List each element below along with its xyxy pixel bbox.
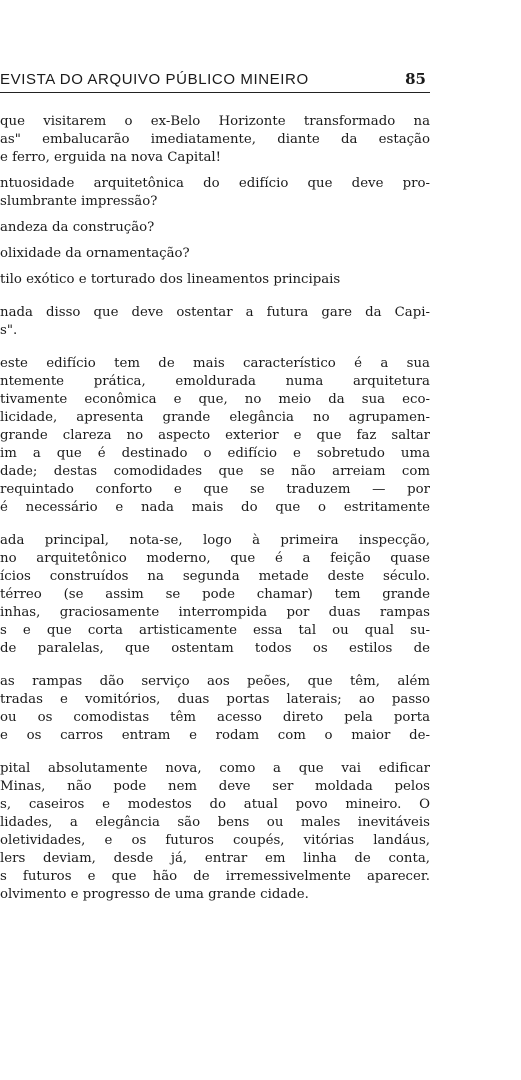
- text-line: andeza da construção?: [0, 220, 155, 235]
- paragraph: [0, 304, 430, 340]
- text-line: inhas, graciosamente interrompida por duas rampas: [0, 605, 430, 620]
- paragraph: [0, 532, 430, 658]
- text-line: este edifício tem de mais característico é a sua: [0, 356, 430, 371]
- text-line: olvimento e progresso de uma grande cidade.: [0, 887, 309, 902]
- text-line: ntemente prática, emoldurada numa arquitetura: [0, 374, 430, 389]
- text-line: dade; destas comodidades que se não arreiam com: [0, 464, 430, 479]
- text-line: pital absolutamente nova, como a que vai edificar: [0, 761, 430, 776]
- text-line: ou os comodistas têm acesso direto pela porta: [0, 710, 430, 725]
- paragraph: [0, 355, 430, 517]
- text-line: lidades, a elegância são bens ou males inevitáveis: [0, 815, 430, 830]
- text-line: Minas, não pode nem deve ser moldada pelos: [0, 779, 430, 794]
- paragraph: [0, 175, 430, 211]
- text-line: no arquitetônico moderno, que é a feição quase: [0, 551, 430, 566]
- text-line: nada disso que deve ostentar a futura gare da Capi-: [0, 305, 430, 320]
- text-line: e ferro, erguida na nova Capital!: [0, 150, 221, 165]
- paragraph: [0, 760, 430, 904]
- running-header: [0, 70, 430, 93]
- text-line: ada principal, nota-se, logo à primeira inspecção,: [0, 533, 430, 548]
- text-line: lers deviam, desde já, entrar em linha de conta,: [0, 851, 430, 866]
- text-line: licidade, apresenta grande elegância no agrupamen-: [0, 410, 430, 425]
- text-line: que visitarem o ex-Belo Horizonte transformado na: [0, 114, 430, 129]
- text-line: s".: [0, 323, 18, 338]
- text-line: ntuosidade arquitetônica do edifício que deve pro-: [0, 176, 430, 191]
- paragraph: [0, 219, 430, 237]
- text-line: grande clareza no aspecto exterior e que faz saltar: [0, 428, 430, 443]
- text-line: olixidade da ornamentação?: [0, 246, 190, 261]
- text-line: de paralelas, que ostentam todos os estilos de: [0, 641, 430, 656]
- text-line: tilo exótico e torturado dos lineamentos principais: [0, 272, 341, 287]
- text-line: e os carros entram e rodam com o maior de-: [0, 728, 430, 743]
- text-line: ícios construídos na segunda metade deste século.: [0, 569, 430, 584]
- paragraph: [0, 113, 430, 167]
- text-line: s futuros e que hão de irremessivelmente aparecer.: [0, 869, 430, 884]
- text-line: tivamente econômica e que, no meio da sua eco-: [0, 392, 430, 407]
- text-line: requintado conforto e que se traduzem — por: [0, 482, 430, 497]
- text-line: térreo (se assim se pode chamar) tem grande: [0, 587, 430, 602]
- paragraph: [0, 271, 430, 289]
- journal-title: EVISTA DO ARQUIVO PÚBLICO MINEIRO: [0, 71, 309, 88]
- text-line: s, caseiros e modestos do atual povo mineiro. O: [0, 797, 430, 812]
- text-line: slumbrante impressão?: [0, 194, 158, 209]
- text-line: im a que é destinado o edifício e sobretudo uma: [0, 446, 430, 461]
- text-line: oletividades, e os futuros coupés, vitórias landáus,: [0, 833, 430, 848]
- paragraph: [0, 245, 430, 263]
- paragraph: [0, 673, 430, 745]
- text-line: tradas e vomitórios, duas portas laterais; ao passo: [0, 692, 430, 707]
- text-line: s e que corta artisticamente essa tal ou qual su-: [0, 623, 430, 638]
- text-line: as" embalucarão imediatamente, diante da estação: [0, 132, 430, 147]
- text-line: as rampas dão serviço aos peões, que têm, além: [0, 674, 430, 689]
- text-line: é necessário e nada mais do que o estritamente: [0, 500, 430, 515]
- body-text: [0, 113, 430, 904]
- page-number: 85: [405, 70, 426, 88]
